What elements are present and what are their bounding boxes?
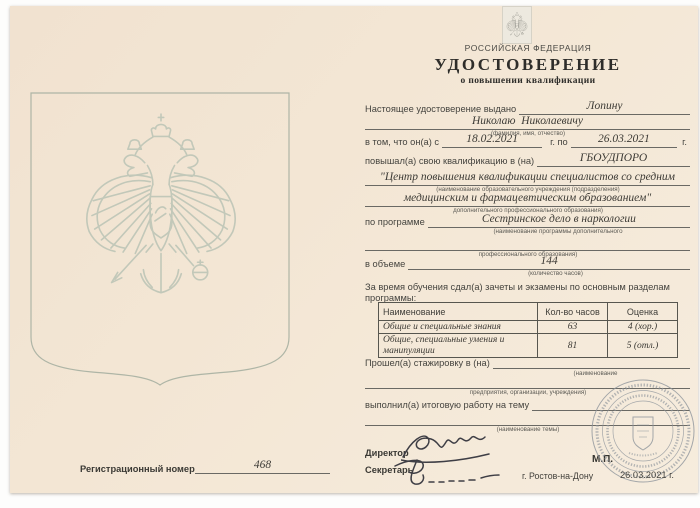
- country-label: РОССИЙСКАЯ ФЕДЕРАЦИЯ: [464, 43, 592, 53]
- row-hours: 81: [538, 334, 608, 358]
- issued-label: Настоящее удостоверение выдано: [365, 103, 517, 114]
- program-value: Сестринское дело в наркологии: [428, 212, 690, 228]
- volume-row: [365, 254, 690, 270]
- period-row: [365, 132, 690, 148]
- internship-caption-1: (наименование: [573, 370, 618, 377]
- period-label: в том, что он(а) с: [365, 136, 440, 147]
- issued-row: [365, 99, 690, 115]
- row-grade: 4 (хор.): [608, 321, 678, 334]
- certificate-paper: [10, 6, 698, 493]
- marks-table: [378, 302, 678, 358]
- institution-short-value: ГБОУДПОРО: [537, 151, 690, 167]
- name-patronymic-value: Николаю Николаевичу: [365, 114, 690, 130]
- internship-row: [365, 355, 690, 369]
- name-row: [365, 114, 690, 130]
- internship-blank-line: [493, 355, 690, 369]
- secretary-signature: [393, 454, 528, 490]
- thesis-caption: (наименование темы): [496, 426, 560, 433]
- row-name: Общие и специальные знания: [379, 321, 538, 334]
- row-hours: 63: [538, 321, 608, 334]
- institution-caption-1: (наименование образовательного учреждения (подразделения): [436, 186, 620, 193]
- row-name: Общие, специальные умения и манипуляции: [379, 334, 538, 358]
- seal-place-label: М.П.: [592, 454, 614, 465]
- page-left: [10, 6, 363, 493]
- period-mid-label: г. по: [550, 136, 568, 147]
- certificate-subtitle: о повышении квалификации: [460, 76, 596, 86]
- period-end-label: г.: [682, 136, 687, 147]
- exams-paragraph: За время обучения сдал(а) зачеты и экзамены по основным разделам программы:: [365, 282, 670, 304]
- qualification-row: [365, 151, 690, 167]
- program-label: по программе: [365, 216, 425, 227]
- internship-caption-2: предприятия, организации, учреждения): [469, 389, 587, 396]
- round-seal-stamp: [589, 377, 697, 485]
- program-caption-1: (наименование программы дополнительного: [493, 228, 623, 235]
- program-blank-row: [365, 235, 690, 251]
- marks-table-header-row: [379, 303, 678, 321]
- secretary-label: Секретарь: [365, 465, 414, 475]
- program-row: [365, 212, 690, 228]
- header-name: Наименование: [379, 303, 538, 321]
- date-from-value: 18.02.2021: [442, 132, 542, 148]
- institution-row-1: [365, 170, 690, 186]
- registration-number-value: 468: [195, 458, 330, 474]
- volume-label: в объеме: [365, 258, 406, 269]
- table-row: [379, 321, 678, 334]
- institution-line2-value: медицинским и фармацевтическим образованием": [365, 191, 690, 207]
- page-right: [363, 6, 693, 493]
- row-grade: 5 (отл.): [608, 334, 678, 358]
- registration-number-label: Регистрационный номер: [80, 464, 195, 474]
- program-caption-2: профессионального образования): [478, 251, 578, 258]
- issue-date: 26.03.2021 г.: [620, 470, 674, 480]
- volume-caption: (количество часов): [528, 270, 583, 277]
- russian-coat-of-arms-icon: [505, 11, 529, 40]
- date-to-value: 26.03.2021: [571, 132, 677, 148]
- volume-value: 144: [408, 254, 690, 270]
- institution-caption-2: дополнительного профессионального образования): [453, 207, 603, 214]
- emblem-box: [502, 6, 532, 44]
- name-caption: (фамилия, имя, отчество): [490, 130, 566, 137]
- institution-line1-value: "Центр повышения квалификации специалистов со средним: [365, 170, 690, 186]
- program-blank-line: [365, 235, 690, 251]
- russian-coat-of-arms-watermark: [73, 110, 249, 313]
- thesis-label: выполнил(а) итоговую работу на тему: [365, 399, 530, 410]
- institution-row-2: [365, 191, 690, 207]
- internship-label: Прошел(а) стажировку в (на): [365, 357, 490, 368]
- header-hours: Кол-во часов: [538, 303, 608, 321]
- qualification-label: повышал(а) свою квалификацию в (на): [365, 155, 535, 166]
- director-label: Директор: [365, 448, 409, 458]
- header-grade: Оценка: [608, 303, 678, 321]
- city-label: г. Ростов-на-Дону: [522, 471, 594, 481]
- surname-value: Лопину: [519, 99, 690, 115]
- certificate-title: УДОСТОВЕРЕНИЕ: [434, 55, 622, 74]
